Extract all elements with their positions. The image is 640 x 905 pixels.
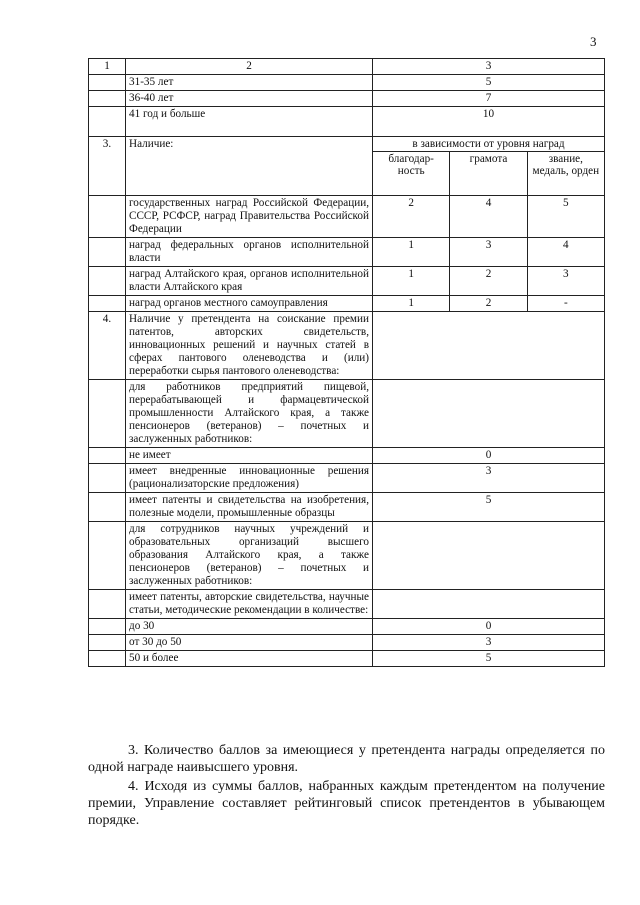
cell-value: 2 xyxy=(373,196,450,238)
paragraph: 4. Исходя из суммы баллов, набранных каждым претендентом на получение премии, Управление составляет рейтинговый список претендентов в убывающем порядке. xyxy=(88,779,605,828)
row-label: имеет патенты и свидетельства на изобретения, полезные модели, промышленные образцы xyxy=(126,493,373,522)
row-points: 5 xyxy=(373,75,605,91)
cell-value: 2 xyxy=(450,267,527,296)
page-number: 3 xyxy=(590,34,597,49)
table-row xyxy=(89,296,605,312)
column-number-2: 2 xyxy=(126,59,373,75)
section-number: 4. xyxy=(89,312,126,380)
table-row xyxy=(89,107,605,137)
cell-value: 2 xyxy=(450,296,527,312)
cell-value: 3 xyxy=(450,238,527,267)
cell-value: 1 xyxy=(373,267,450,296)
table-row xyxy=(89,91,605,107)
section-title: Наличие: xyxy=(126,137,373,196)
sub-header-title-medal: звание, медаль, орден xyxy=(527,152,604,196)
table-row xyxy=(89,238,605,267)
cell-value: 4 xyxy=(527,238,604,267)
column-number-1: 1 xyxy=(89,59,126,75)
table-row xyxy=(89,651,605,667)
sub-header-gratitude: благодар-ность xyxy=(373,152,450,196)
paragraph: 3. Количество баллов за имеющиеся у претендента награды определяется по одной награде наивысшего уровня. xyxy=(88,743,605,775)
row-points: 0 xyxy=(373,448,605,464)
row-label: не имеет xyxy=(126,448,373,464)
row-label: наград федеральных органов исполнительной власти xyxy=(126,238,373,267)
row-label: до 30 xyxy=(126,619,373,635)
cell-value: 1 xyxy=(373,238,450,267)
table-row xyxy=(89,522,605,590)
group-label: для работников предприятий пищевой, перерабатывающей и фармацевтической промышленности Алтайского края, а также пенсионеров (ветеранов) – почетных и заслуженных работников: xyxy=(126,380,373,448)
group-label: для сотрудников научных учреждений и образовательных организаций высшего образования Алтайского края, а также пенсионеров (ветеранов) – почетных и заслуженных работников: xyxy=(126,522,373,590)
row-points: 5 xyxy=(373,493,605,522)
sub-header-certificate: грамота xyxy=(450,152,527,196)
table-row xyxy=(89,75,605,91)
criteria-table xyxy=(88,58,605,667)
row-points: 10 xyxy=(373,107,605,137)
table-row xyxy=(89,59,605,75)
table-row xyxy=(89,312,605,380)
table-row xyxy=(89,464,605,493)
table-row xyxy=(89,635,605,651)
row-label: наград органов местного самоуправления xyxy=(126,296,373,312)
column-number-3: 3 xyxy=(373,59,605,75)
row-points: 7 xyxy=(373,91,605,107)
row-points: 3 xyxy=(373,635,605,651)
cell-value: 1 xyxy=(373,296,450,312)
table-row xyxy=(89,448,605,464)
row-label: имеет внедренные инновационные решения (рационализаторские предложения) xyxy=(126,464,373,493)
row-points: 5 xyxy=(373,651,605,667)
row-points: 0 xyxy=(373,619,605,635)
row-label: 36-40 лет xyxy=(126,91,373,107)
row-label: от 30 до 50 xyxy=(126,635,373,651)
closing-paragraphs xyxy=(88,742,605,831)
row-label: 50 и более xyxy=(126,651,373,667)
table-row xyxy=(89,380,605,448)
table-row xyxy=(89,196,605,238)
awards-group-header: в зависимости от уровня наград xyxy=(373,137,605,152)
row-label: 41 год и больше xyxy=(126,107,373,137)
row-points: 3 xyxy=(373,464,605,493)
cell-value: 5 xyxy=(527,196,604,238)
table-row xyxy=(89,493,605,522)
cell-value: - xyxy=(527,296,604,312)
table-row xyxy=(89,590,605,619)
row-label: государственных наград Российской Федерации, СССР, РСФСР, наград Правительства Российской Федерации xyxy=(126,196,373,238)
table-row xyxy=(89,267,605,296)
cell-value: 4 xyxy=(450,196,527,238)
section-number: 3. xyxy=(89,137,126,196)
cell-value: 3 xyxy=(527,267,604,296)
row-label: наград Алтайского края, органов исполнительной власти Алтайского края xyxy=(126,267,373,296)
table-row xyxy=(89,137,605,152)
section-title: Наличие у претендента на соискание премии патентов, авторских свидетельств, инновационных решений и научных статей в сферах пантового оленеводства и (или) переработки сырья пантового оленеводства: xyxy=(126,312,373,380)
group-label: имеет патенты, авторские свидетельства, научные статьи, методические рекомендации в количестве: xyxy=(126,590,373,619)
table-row xyxy=(89,619,605,635)
row-label: 31-35 лет xyxy=(126,75,373,91)
